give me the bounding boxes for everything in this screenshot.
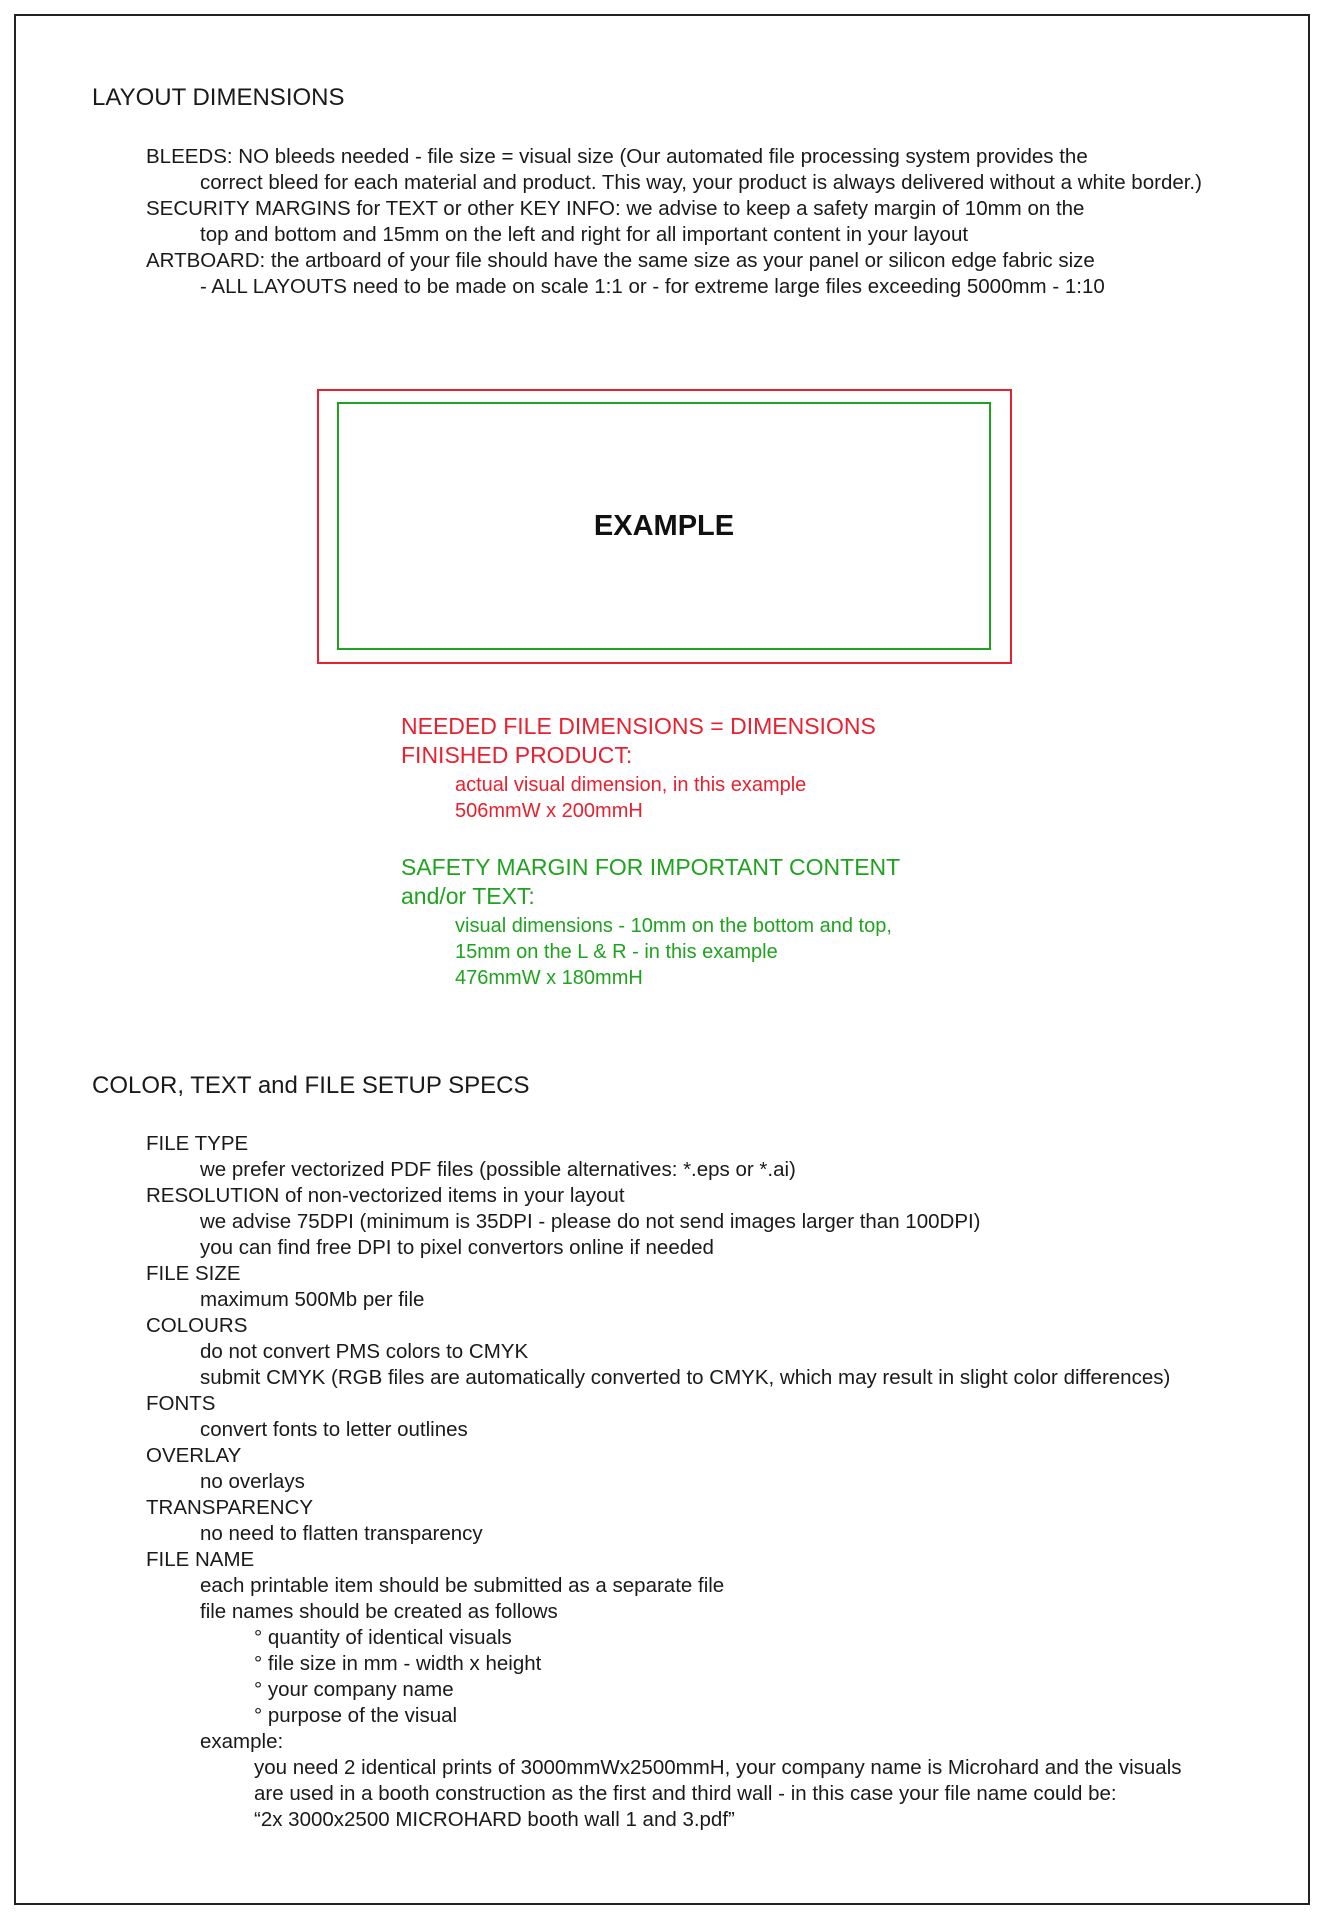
file-dimension-title: NEEDED FILE DIMENSIONS = DIMENSIONS [401,713,876,739]
spec-category: FILE SIZE [146,1262,241,1285]
layout-line: top and bottom and 15mm on the left and right for all important content in your layout [200,223,969,246]
spec-example: you need 2 identical prints of 3000mmWx2500mmH, your company name is Microhard and the visuals [254,1756,1182,1779]
spec-detail: maximum 500Mb per file [200,1288,425,1311]
spec-detail: do not convert PMS colors to CMYK [200,1340,529,1363]
spec-category: COLOURS [146,1314,248,1337]
spec-detail: we prefer vectorized PDF files (possible alternatives: *.eps or *.ai) [200,1158,796,1181]
spec-detail: you can find free DPI to pixel convertors online if needed [200,1236,714,1259]
specs-heading: COLOR, TEXT and FILE SETUP SPECS [92,1072,530,1099]
example-label: EXAMPLE [593,509,735,542]
spec-detail: no overlays [200,1470,305,1493]
layout-line: correct bleed for each material and product. This way, your product is always delivered without a white border.) [200,171,1202,194]
layout-line: SECURITY MARGINS for TEXT or other KEY INFO: we advise to keep a safety margin of 10mm on the [146,197,1085,220]
file-dimension-value: 506mmW x 200mmH [455,800,643,822]
layout-line: BLEEDS: NO bleeds needed - file size = visual size (Our automated file processing system provides the [146,145,1088,168]
spec-category: FILE TYPE [146,1132,249,1155]
safety-margin-value: 476mmW x 180mmH [455,967,643,989]
safety-margin-title: and/or TEXT: [401,883,535,909]
spec-category: FILE NAME [146,1548,255,1571]
spec-bullet: ° quantity of identical visuals [254,1626,512,1649]
layout-line: - ALL LAYOUTS need to be made on scale 1:1 or - for extreme large files exceeding 5000mm - 1:10 [200,275,1105,298]
layout-heading: LAYOUT DIMENSIONS [92,84,345,111]
spec-detail: no need to flatten transparency [200,1522,483,1545]
spec-category: TRANSPARENCY [146,1496,314,1519]
spec-example-filename: “2x 3000x2500 MICROHARD booth wall 1 and 3.pdf” [254,1808,735,1831]
spec-detail: we advise 75DPI (minimum is 35DPI - please do not send images larger than 100DPI) [200,1210,981,1233]
safety-margin-note: 15mm on the L & R - in this example [455,941,778,963]
spec-detail: file names should be created as follows [200,1600,558,1623]
spec-category: OVERLAY [146,1444,242,1467]
spec-category: RESOLUTION of non-vectorized items in your layout [146,1184,625,1207]
file-dimension-title: FINISHED PRODUCT: [401,742,633,768]
spec-category: FONTS [146,1392,216,1415]
safety-margin-title: SAFETY MARGIN FOR IMPORTANT CONTENT [401,854,901,880]
spec-detail: convert fonts to letter outlines [200,1418,468,1441]
layout-line: ARTBOARD: the artboard of your file should have the same size as your panel or silicon edge fabric size [146,249,1095,272]
spec-detail: submit CMYK (RGB files are automatically converted to CMYK, which may result in slight color differences) [200,1366,1171,1389]
safety-margin-note: visual dimensions - 10mm on the bottom and top, [455,915,892,937]
spec-bullet: ° purpose of the visual [254,1704,458,1727]
file-dimension-note: actual visual dimension, in this example [455,774,807,796]
spec-example: are used in a booth construction as the first and third wall - in this case your file name could be: [254,1782,1117,1805]
spec-detail: example: [200,1730,284,1753]
spec-bullet: ° file size in mm - width x height [254,1652,542,1675]
spec-detail: each printable item should be submitted as a separate file [200,1574,725,1597]
spec-bullet: ° your company name [254,1678,454,1701]
